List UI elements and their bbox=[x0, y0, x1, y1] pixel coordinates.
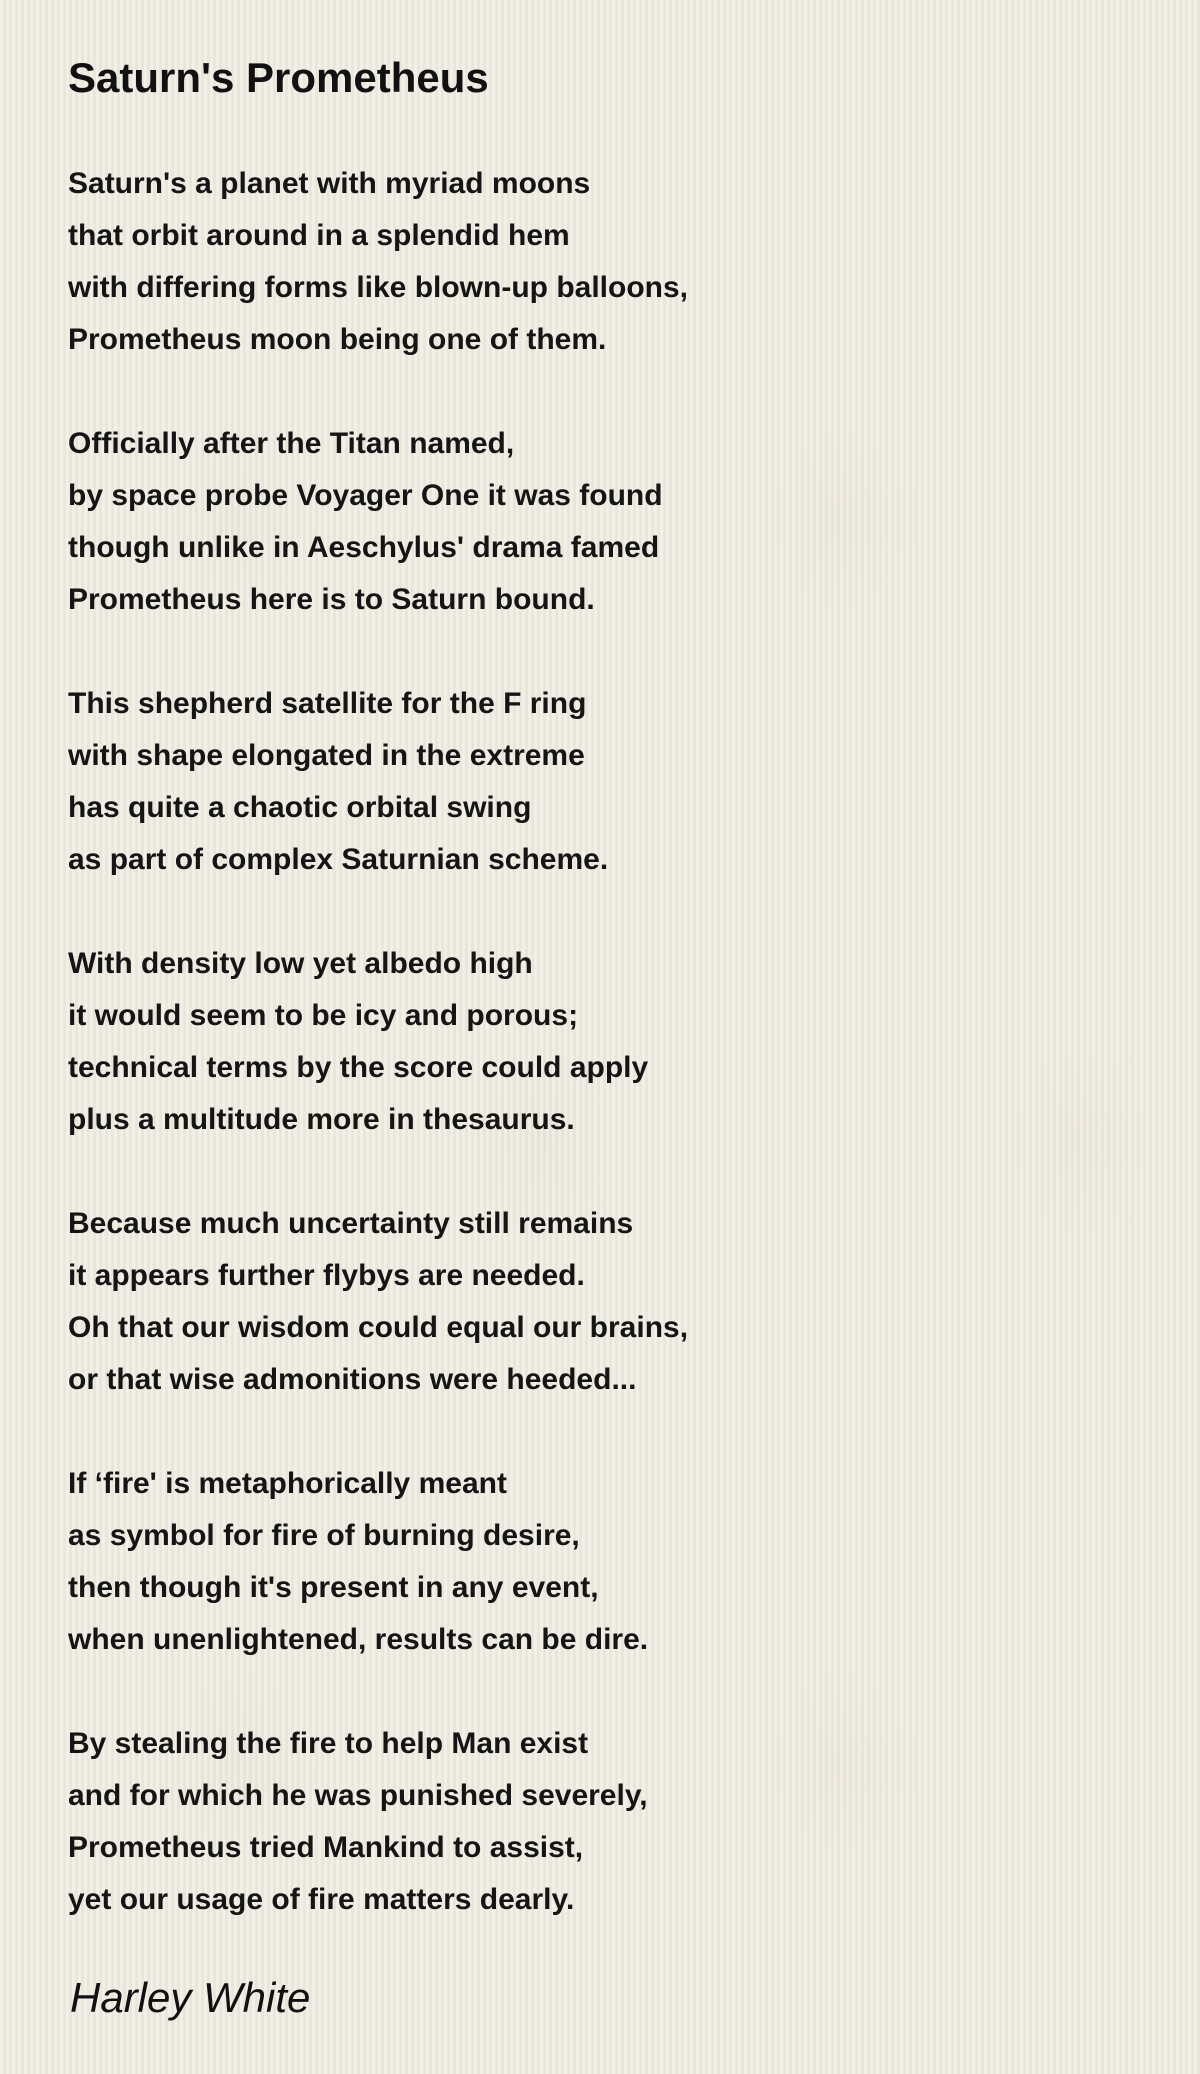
stanza-5 bbox=[68, 1198, 1148, 1406]
stanza-7 bbox=[68, 1718, 1148, 1926]
poem-line: has quite a chaotic orbital swing bbox=[68, 791, 532, 824]
stanza-6 bbox=[68, 1458, 1148, 1666]
poem-line: as symbol for fire of burning desire, bbox=[68, 1519, 580, 1552]
poem-line: by space probe Voyager One it was found bbox=[68, 479, 663, 512]
poem-line: when unenlightened, results can be dire. bbox=[68, 1623, 649, 1656]
poem-line: or that wise admonitions were heeded... bbox=[68, 1363, 637, 1396]
poem-line: Saturn's a planet with myriad moons bbox=[68, 167, 591, 200]
poem-line: This shepherd satellite for the F ring bbox=[68, 687, 587, 720]
poem-line: with shape elongated in the extreme bbox=[68, 739, 585, 772]
poem-title: Saturn's Prometheus bbox=[68, 54, 489, 101]
poem-line: Prometheus moon being one of them. bbox=[68, 323, 607, 356]
poem-line: plus a multitude more in thesaurus. bbox=[68, 1103, 575, 1136]
stanza-2 bbox=[68, 418, 1148, 626]
poem-line: If ‘fire' is metaphorically meant bbox=[68, 1467, 507, 1500]
poem-line: though unlike in Aeschylus' drama famed bbox=[68, 531, 660, 564]
poem-line: By stealing the fire to help Man exist bbox=[68, 1727, 589, 1760]
stanza-4 bbox=[68, 938, 1148, 1146]
poem-line: it would seem to be icy and porous; bbox=[68, 999, 579, 1032]
poem-line: it appears further flybys are needed. bbox=[68, 1259, 585, 1292]
poem-line: With density low yet albedo high bbox=[68, 947, 533, 980]
poem-line: and for which he was punished severely, bbox=[68, 1779, 648, 1812]
poem-page bbox=[68, 48, 1148, 1978]
poem-line: technical terms by the score could apply bbox=[68, 1051, 649, 1084]
poem-line: Oh that our wisdom could equal our brains, bbox=[68, 1311, 689, 1344]
poem-line: with differing forms like blown-up balloons, bbox=[68, 271, 688, 304]
poem-body bbox=[68, 158, 1148, 1926]
poem-line: as part of complex Saturnian scheme. bbox=[68, 843, 609, 876]
poem-line: yet our usage of fire matters dearly. bbox=[68, 1883, 575, 1916]
poem-line: Officially after the Titan named, bbox=[68, 427, 515, 460]
stanza-3 bbox=[68, 678, 1148, 886]
poem-line: that orbit around in a splendid hem bbox=[68, 219, 570, 252]
poem-author: Harley White bbox=[70, 1974, 311, 2021]
poem-line: Prometheus tried Mankind to assist, bbox=[68, 1831, 584, 1864]
poem-line: then though it's present in any event, bbox=[68, 1571, 599, 1604]
poem-line: Prometheus here is to Saturn bound. bbox=[68, 583, 595, 616]
stanza-1 bbox=[68, 158, 1148, 366]
poem-line: Because much uncertainty still remains bbox=[68, 1207, 634, 1240]
